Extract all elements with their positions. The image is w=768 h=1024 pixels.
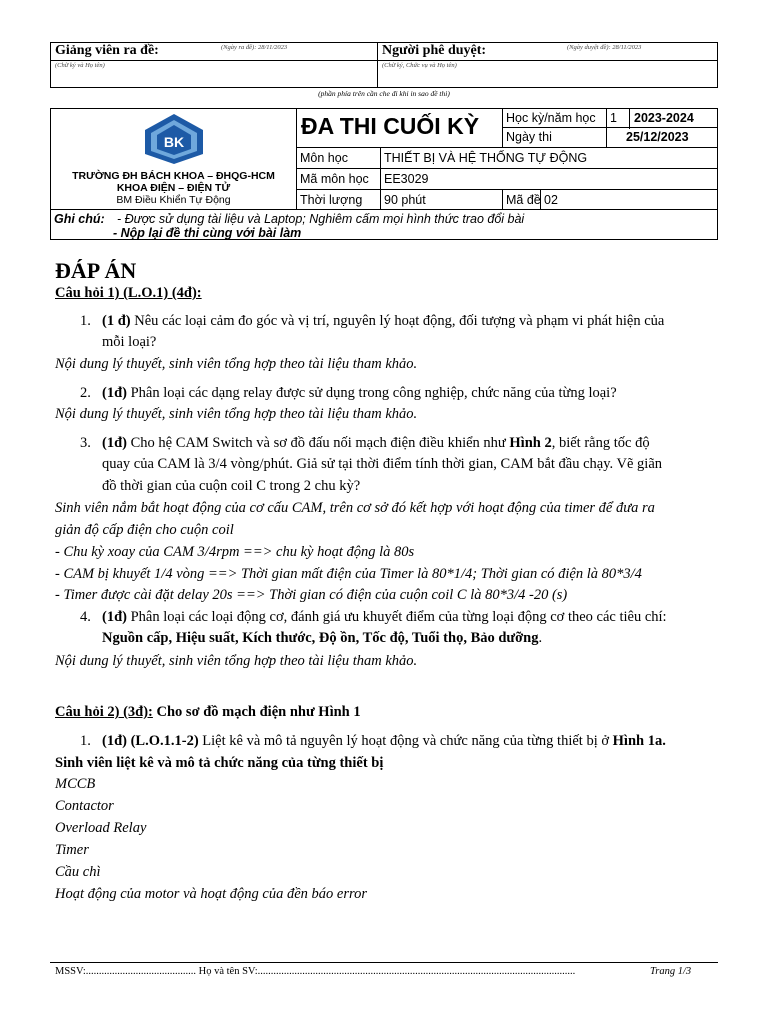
subject-value: THIẾT BỊ VÀ HỆ THỐNG TỰ ĐỘNG — [384, 151, 588, 165]
date-label: Ngày thi — [506, 130, 552, 144]
cover-note: (phần phía trên cần che đi khi in sao đề thi) — [318, 89, 450, 98]
exam-code-label: Mã đề — [506, 193, 541, 207]
school-line-1: TRƯỜNG ĐH BÁCH KHOA – ĐHQG-HCM — [72, 170, 275, 182]
list-item: Overload Relay — [55, 820, 147, 836]
school-logo-icon — [141, 112, 207, 166]
answer-title: ĐÁP ÁN — [55, 258, 137, 283]
footer-page: Trang 1/3 — [650, 966, 692, 977]
list-item: Timer — [55, 842, 89, 858]
footer-mssv: MSSV:.......................................... — [55, 966, 196, 977]
approver-date: (Ngày duyệt đề): 28/11/2023 — [567, 44, 642, 51]
exam-code-value: 02 — [544, 193, 558, 207]
q1-item-3-answer-2: giản độ cấp điện cho cuộn coil — [55, 522, 234, 538]
approver-label: Người phê duyệt: — [382, 43, 487, 58]
duration-label: Thời lượng — [300, 193, 363, 207]
q2-item-1-answer-title: Sinh viên liệt kê và mô tả chức năng của từng thiết bị — [55, 755, 384, 771]
footer-rule — [50, 962, 718, 963]
q1-item-2: 2. (1đ) Phân loại các dạng relay được sử dụng trong công nghiệp, chức năng của từng loại? — [80, 385, 617, 401]
approver-sign: (Chữ ký, Chức vụ và Họ tên) — [382, 62, 457, 69]
subject-label: Môn học — [300, 151, 348, 165]
logo-text: BK — [163, 134, 185, 150]
year-value: 2023-2024 — [634, 111, 694, 125]
q2-item-1: 1. (1đ) (L.O.1.1-2) Liệt kê và mô tả nguyên lý hoạt động và chức năng của từng thiết bị ở Hình 1a. — [80, 733, 666, 749]
date-value: 25/12/2023 — [626, 130, 689, 144]
list-item: MCCB — [55, 776, 96, 792]
school-name — [51, 170, 296, 206]
q1-item-3-answer-3: - Chu kỳ xoay của CAM 3/4rpm ==> chu kỳ hoạt động là 80s — [55, 544, 415, 560]
approval-box — [50, 42, 718, 88]
q1-item-4: 4. (1đ) Phân loại các loại động cơ, đánh giá ưu khuyết điểm của từng loại động cơ theo các tiêu chí: — [80, 609, 667, 625]
q1-item-4-criteria: Nguồn cấp, Hiệu suất, Kích thước, Độ ồn, Tốc độ, Tuổi thọ, Bảo dưỡng. — [102, 630, 543, 646]
q1-item-3-answer-5: - Timer được cài đặt delay 20s ==> Thời gian có điện của cuộn coil C là 80*3/4 -20 (s) — [55, 587, 568, 603]
code-label: Mã môn học — [300, 172, 369, 186]
list-item: Contactor — [55, 798, 114, 814]
code-value: EE3029 — [384, 172, 429, 186]
q1-item-2-answer: Nội dung lý thuyết, sinh viên tổng hợp theo tài liệu tham khảo. — [55, 406, 418, 422]
semester-value: 1 — [610, 111, 617, 125]
device-list — [55, 773, 367, 905]
q1-heading: Câu hỏi 1) (L.O.1) (4đ): — [55, 285, 202, 301]
exam-title: ĐA THI CUỐI KỲ — [301, 113, 480, 139]
footer — [55, 966, 575, 977]
list-item: Cầu chì — [55, 864, 101, 880]
footer-name: Họ và tên SV:......................................................................................................................... — [198, 966, 576, 977]
q1-item-4-answer: Nội dung lý thuyết, sinh viên tổng hợp theo tài liệu tham khảo. — [55, 653, 418, 669]
note-2: - Nộp lại đề thi cùng với bài làm — [113, 226, 302, 240]
author-date: (Ngày ra đề): 28/11/2023 — [221, 44, 288, 51]
notes-label: Ghi chú: — [54, 212, 105, 226]
school-line-3: BM Điều Khiển Tự Động — [116, 194, 231, 206]
school-line-2: KHOA ĐIỆN – ĐIỆN TỬ — [116, 182, 231, 194]
q1-item-3: 3. (1đ) Cho hệ CAM Switch và sơ đồ đấu nối mạch điện điều khiển như Hình 2, biết rằng tốc độ — [80, 435, 650, 451]
author-label: Giảng viên ra đề: — [55, 43, 159, 58]
q1-item-3-cont-2: đồ thời gian của cuộn coil C trong 2 chu kỳ? — [102, 478, 361, 494]
semester-label: Học kỳ/năm học — [506, 111, 596, 125]
q1-item-3-answer-4: - CAM bị khuyết 1/4 vòng ==> Thời gian mất điện của Timer là 80*1/4; Thời gian có điện là 80*3/4 — [55, 566, 642, 582]
q1-item-1-answer: Nội dung lý thuyết, sinh viên tổng hợp theo tài liệu tham khảo. — [55, 356, 418, 372]
list-item: Hoạt động của motor và hoạt động của đền báo error — [55, 886, 367, 902]
note-1: - Được sử dụng tài liệu và Laptop; Nghiêm cấm mọi hình thức trao đổi bài — [117, 212, 525, 226]
q2-heading: Câu hỏi 2) (3đ): Cho sơ đồ mạch điện như Hình 1 — [55, 704, 361, 720]
q1-item-3-answer-1: Sinh viên nắm bắt hoạt động của cơ cấu CAM, trên cơ sở đó kết hợp với hoạt động của timer để đưa ra — [55, 500, 655, 516]
q1-item-1: 1. (1 đ) Nêu các loại cảm đo góc và vị trí, nguyên lý hoạt động, đối tượng và phạm vi phát hiện của — [80, 313, 665, 329]
q1-item-1-cont: mỗi loại? — [102, 334, 157, 350]
q1-item-3-cont-1: quay của CAM là 3/4 vòng/phút. Giả sử tại thời điểm tính thời gian, CAM bắt đầu chạy. Vẽ giãn — [102, 456, 663, 472]
author-sign: (Chữ ký và Họ tên) — [55, 62, 105, 69]
duration-value: 90 phút — [384, 193, 426, 207]
exam-header — [50, 108, 718, 240]
